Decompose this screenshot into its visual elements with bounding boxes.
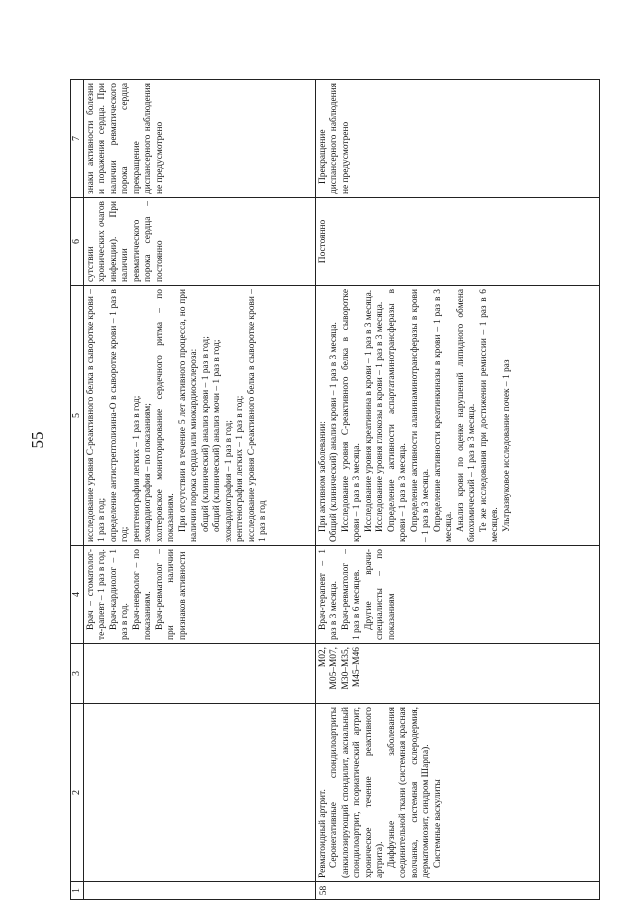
cell-58-termination (316, 80, 600, 198)
cell-58-duration (316, 198, 600, 286)
cell-prev-num (84, 882, 316, 900)
disease-line: Серонегативные спондилоартриты (анкилозирующий спондилит, аксиальный спондилоартрит, псориатический артрит, хроническое течение реактивного артрита). (329, 707, 386, 878)
cell-58-disease (316, 704, 600, 882)
duration-text: Постоянно (318, 219, 328, 264)
cell-58-visits (316, 546, 600, 644)
visit-line: Врач – стоматолог-те-рапевт – 1 раз в год. (86, 549, 108, 640)
header-cell-4: 4 (71, 546, 84, 644)
icd-code: M30–M35, (340, 647, 351, 690)
header-cell-3: 3 (71, 644, 84, 704)
cell-prev-visits (84, 546, 316, 644)
visit-line: Врач-ревматолог – при наличии признаков активности (154, 549, 188, 640)
header-cell-1: 1 (71, 882, 84, 900)
test-line: эхокардиография – по показаниям; (143, 403, 154, 542)
test-line: Исследование уровня глюкозы в крови – 1 раз в 3 месяца. (375, 301, 386, 532)
header-cell-5: 5 (71, 286, 84, 546)
cell-prev-disease (84, 704, 316, 882)
test-line: Исследование уровня С-реактивного белка в сыворотке крови – 1 раз в 3 месяца. (340, 289, 363, 542)
visit-line: Врач-ревматолог – 1 раз в 6 месяцев. (340, 549, 363, 640)
duration-text: сутствии хронических очагов инфекции). При наличии ревматического порока сердца – постоянно (86, 201, 165, 282)
icd-code: M45–M46 (352, 647, 363, 688)
rotated-table-sheet (70, 80, 600, 900)
cell-prev-icd (84, 644, 316, 704)
cell-58-icd (316, 644, 600, 704)
disease-line: Диффузные заболевания соединительной ткани (системная красная волчанка, системная склеродермия, дерматомиозит, синдром Шарпа). (386, 707, 432, 878)
test-line: Общий (клинический) анализ крови – 1 раз в 3 месяца. (329, 322, 340, 542)
test-line: рентгенография легких – 1 раз в год; (131, 395, 142, 542)
disease-line: Ревматоидный артрит. (318, 789, 328, 878)
test-line: исследование уровня С-реактивного белка в сыворотке крови – 1 раз в год; (86, 289, 108, 542)
test-line: рентгенография легких – 1 раз в год; (235, 395, 246, 542)
visit-line: Другие врачи-специалисты – по показаниям (363, 549, 397, 640)
test-line: При активном заболевании: (318, 421, 328, 532)
cell-prev-termination (84, 80, 316, 198)
test-line: Определение активности аспартатаминотрансферазы в крови – 1 раз в 3 месяца. (386, 289, 409, 542)
test-line: Те же исследования при достижении ремиссии – 1 раз в 6 месяцев. (478, 289, 501, 542)
cell-58-tests (316, 286, 600, 546)
visit-line: Врач-кардиолог – 1 раз в год. (108, 549, 131, 640)
table-row-continued (84, 80, 316, 900)
visit-line: Врач-терапевт – 1 раз в 3 месяца. (318, 549, 340, 640)
table-row-58 (316, 80, 600, 900)
header-cell-2: 2 (71, 704, 84, 882)
icd-code: M02, (318, 647, 328, 668)
row-number: 58 (316, 882, 600, 900)
header-cell-7: 7 (71, 80, 84, 198)
header-row (71, 80, 84, 900)
disease-line: Системные васкулиты (432, 779, 443, 868)
test-line: исследование уровня С-реактивного белка в сыворотке крови – 1 раз в год (246, 289, 269, 542)
test-line: Анализ крови по оценке нарушений липидного обмена биохимический – 1 раз в 3 месяца. (455, 289, 478, 542)
test-line: эхокардиография – 1 раз в год; (223, 420, 234, 542)
termination-text: Прекращение диспансерного наблюдения не предусмотрено (318, 83, 351, 194)
test-line: общий (клинический) анализ крови – 1 раз в год; (200, 336, 211, 532)
dispensary-table (70, 79, 600, 900)
test-line: Определение активности аланинаминотрансферазы в крови – 1 раз в 3 месяца. (409, 289, 432, 542)
test-line: определение антистрептолизина-О в сыворотке крови – 1 раз в год; (108, 289, 131, 542)
test-line: Ультразвуковое исследование почек – 1 раз (501, 359, 512, 532)
cell-prev-tests (84, 286, 316, 546)
test-line: общий (клинический) анализ мочи – 1 раз в год; (212, 339, 223, 532)
cell-prev-duration (84, 198, 316, 286)
header-cell-6: 6 (71, 198, 84, 286)
test-line: Определение активности креатинкиназы в крови – 1 раз в 3 месяца. (432, 289, 455, 542)
icd-code: M05–M07, (329, 647, 340, 690)
test-line: Исследование уровня креатинина в крови – 1 раз в 3 месяца. (363, 289, 374, 532)
visit-line: Врач-невролог – по показаниям. (131, 549, 154, 640)
test-line: холтеровское мониторирование сердечного ритма – по показаниям. (154, 289, 177, 542)
termination-text: знаки активности болезни и поражения сердца. При наличии ревматического порока сердца прекращение диспансерного наблюдения не предусмотрено (86, 83, 165, 194)
page-number: 55 (28, 431, 47, 449)
test-line: При отсутствии в течение 5 лет активного процесса, но при наличии порока сердца или миокардиосклероза: (177, 289, 200, 542)
